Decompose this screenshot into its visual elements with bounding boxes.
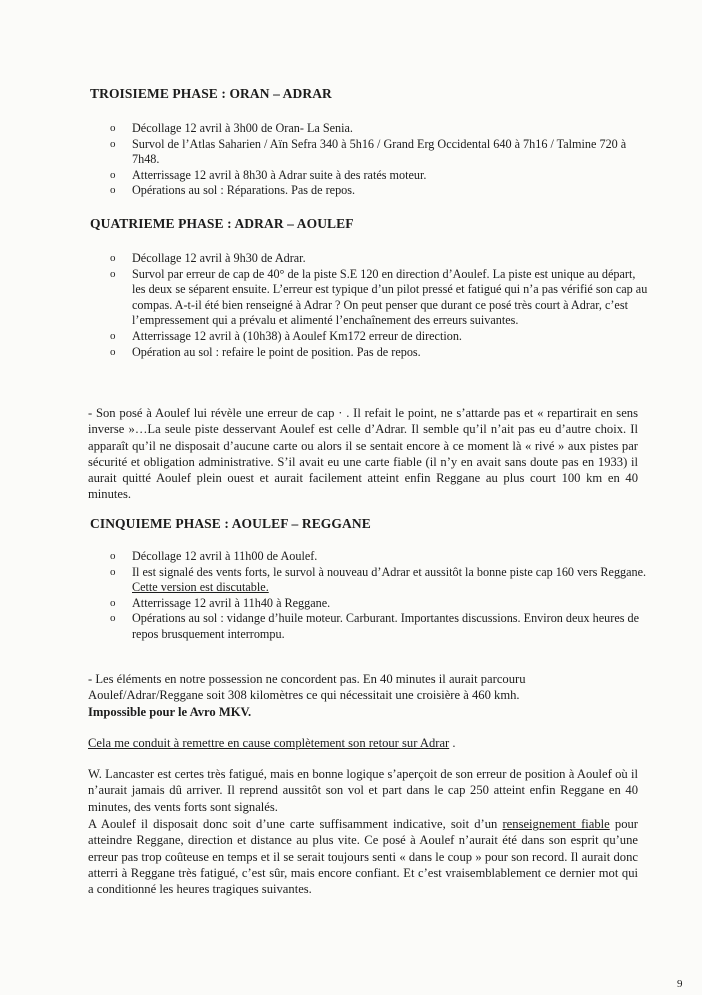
bullet-marker: o (110, 168, 116, 181)
paragraph-lancaster: W. Lancaster est certes très fatigué, mais en bonne logique s’aperçoit de son erreur de position à Aoulef où il n’aurait jamais dû arriver. Il reprend aussitôt son vol et part dans le cap 250 atteint enfin Reggane en 40 minutes, des vents forts sont signalés. (88, 767, 638, 814)
list-item: o Opération au sol : refaire le point de position. Pas de repos. (110, 344, 421, 359)
paragraph-distance: - Les éléments en notre possession ne concordent pas. En 40 minutes il aurait parcouru Aoulef/Adrar/Reggane soit 308 kilomètres ce qui nécessitait une croisière à 460 kmh. Impossible pour le Avro MKV. (88, 672, 526, 719)
section-4-title: QUATRIEME PHASE : ADRAR – AOULEF (90, 216, 354, 231)
section-3-title: TROISIEME PHASE : ORAN – ADRAR (90, 86, 332, 101)
bullet-marker: o (110, 252, 116, 264)
section-5-title: CINQUIEME PHASE : AOULEF – REGGANE (90, 516, 371, 531)
bullet-marker: o (110, 345, 116, 358)
underlined-phrase: renseignement fiable (502, 817, 610, 831)
bullet-marker: o (110, 184, 116, 197)
bold-conclusion: Impossible pour le Avro MKV. (88, 704, 252, 719)
bullet-marker: o (110, 565, 116, 578)
paragraph-conclusion: Cela me conduit à remettre en cause complètement son retour sur Adrar . (88, 736, 456, 750)
section-4-list (108, 251, 648, 360)
list-item: o Survol par erreur de cap de 40° de la piste S.E 120 en direction d’Aoulef. La piste est unique au départ, les deux se séparent ensuite. L’erreur est typique d’un pilot pressé et fatigué qui n’a pas vérifié son cap au compas. A-t-il été bien renseigné à Adrar ? On peut penser que durant ce posé très court à Adrar, c’est l’empressement qui a prévalu et alimenté l’enchaînement des erreurs suivantes. (110, 266, 648, 328)
bullet-marker: o (110, 596, 116, 609)
bullet-marker: o (110, 550, 116, 562)
paragraph-aoulef-error: - Son posé à Aoulef lui révèle une erreur de cap · . Il refait le point, ne s’attarde pas et « repartirait en sens inverse »…La seule piste desservant Aoulef est celle d’Adrar. Il semble qu’il n’ait pas eu d’autre choix. Il apparaît qu’il ne disposait d’aucune carte ou alors il se sentait encore à ce moment là « rivé » aux pistes par sécurité et obligation administrative. S’il avait eu une carte fiable (il n’y en avait sans doute pas en 1933) il aurait quitté Aoulef plein ouest et aurait facilement atteint enfin Reggane au plus court 100 km en 40 minutes. (88, 406, 638, 502)
list-item: o Opérations au sol : Réparations. Pas de repos. (110, 183, 356, 198)
page-number: 9 (677, 978, 683, 990)
list-item: o Survol de l’Atlas Saharien / Aïn Sefra 340 à 5h16 / Grand Erg Occidental 640 à 7h16 / Talmine 720 à 7h48. (110, 136, 627, 167)
list-item: o Il est signalé des vents forts, le survol à nouveau d’Adrar et aussitôt la bonne piste cap 160 vers Reggane. Cette version est discutable. (110, 564, 647, 595)
bullet-marker: o (110, 612, 116, 625)
paragraph-aoulef-map: A Aoulef il disposait donc soit d’une carte suffisamment indicative, soit d’un renseignement fiable pour atteindre Reggane, direction et distance au plus vite. Ce posé à Aoulef n’aurait été dans son esprit qu’une erreur pas trop coûteuse en temps et il se serait toujours senti « dans le coup » pour son record. Il aurait donc atterri à Reggane très fatigué, c’est sûr, mais encore confiant. Et c’est vraisemblablement ce dernier mot qui a conditionné les heures tragiques suivantes. (88, 817, 638, 897)
bullet-marker: o (110, 267, 116, 280)
underlined-note: Cette version est discutable. (132, 580, 269, 595)
list-item: o Opérations au sol : vidange d’huile moteur. Carburant. Importantes discussions. Environ deux heures de repos brusquement interrompu. (110, 611, 640, 641)
list-item: o Atterrissage 12 avril à (10h38) à Aoulef Km172 erreur de direction. (110, 328, 462, 343)
list-item: o Décollage 12 avril à 11h00 de Aoulef. (110, 549, 318, 563)
bullet-marker: o (110, 122, 116, 134)
list-item: o Décollage 12 avril à 9h30 de Adrar. (110, 251, 306, 265)
list-item: o Décollage 12 avril à 3h00 de Oran- La Senia. (110, 121, 353, 135)
bullet-marker: o (110, 137, 116, 150)
section-5-list (108, 549, 648, 643)
list-item: o Atterrissage 12 avril à 11h40 à Reggane. (110, 595, 331, 610)
list-item: o Atterrissage 12 avril à 8h30 à Adrar suite à des ratés moteur. (110, 167, 427, 182)
section-3-list (108, 121, 648, 199)
bullet-marker: o (110, 329, 116, 342)
